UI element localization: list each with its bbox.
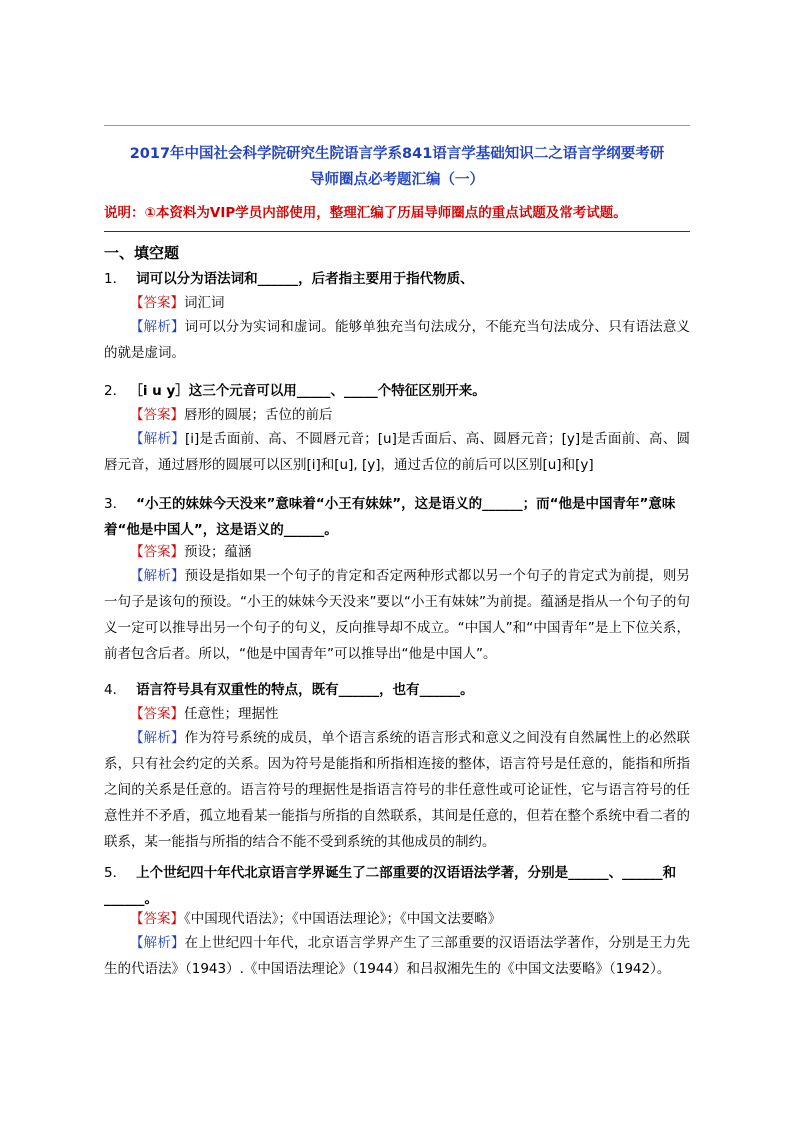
document-note: 说明：①本资料为VIP学员内部使用，整理汇编了历届导师圈点的重点试题及常考试题。 — [104, 205, 627, 221]
top-divider — [104, 125, 690, 126]
explanation-text: 在上世纪四十年代，北京语言学界产生了三部重要的汉语语法学著作，分别是王力先生的代语法》（1943）.《中国语法理论》（1944）和吕叔湘先生的《中国文法要略》（1942）。 — [104, 935, 691, 977]
explanation-text: 预设是指如果一个句子的肯定和否定两种形式都以另一个句子的肯定式为前提，则另一句子是该句的预设。“小王的妹妹今天没来”要以“小王有妹妹”为前提。蕴涵是指从一个句子的句义一定可以推导出另一个句子的句义，反向推导却不成立。“中国人”和“中国青年”是上下位关系，前者包含后者。所以，“他是中国青年”可以推导出“他是中国人”。 — [104, 568, 691, 662]
question-5 — [104, 860, 690, 912]
explain-tag: 【解析】 — [130, 568, 185, 584]
question-3 — [104, 491, 690, 543]
explanation-4 — [104, 725, 690, 855]
answer-text: 预设；蕴涵 — [184, 544, 252, 560]
document-title — [104, 141, 690, 193]
section-title: 一、填空题 — [104, 244, 180, 262]
explanation-1 — [104, 314, 690, 366]
answer-tag: 【答案】 — [130, 911, 184, 927]
answer-4 — [130, 703, 690, 725]
title-line-2: 导师圈点必考题汇编（一） — [310, 172, 484, 188]
question-text: ［i u y］这三个元音可以用_____、_____个特征区别开来。 — [136, 383, 486, 399]
question-number: 2． — [104, 383, 127, 399]
explanation-text: [i]是舌面前、高、不圆唇元音；[u]是舌面后、高、圆唇元音；[y]是舌面前、高、圆唇元音，通过唇形的圆展可以区别[i]和[u], [y]，通过舌位的前后可以区别[u]和[y] — [104, 431, 690, 473]
answer-tag: 【答案】 — [130, 295, 184, 311]
answer-text: 词汇词 — [184, 295, 225, 311]
explanation-text: 词可以分为实词和虚词。能够单独充当句法成分，不能充当句法成分、只有语法意义的就是虚词。 — [104, 319, 691, 361]
question-number: 1． — [104, 271, 127, 287]
question-number: 5． — [104, 865, 127, 881]
explanation-5 — [104, 930, 690, 982]
answer-tag: 【答案】 — [130, 706, 184, 722]
answer-text: 唇形的圆展；舌位的前后 — [184, 407, 333, 423]
answer-tag: 【答案】 — [130, 407, 184, 423]
question-number: 4． — [104, 682, 127, 698]
explain-tag: 【解析】 — [130, 319, 185, 335]
question-1 — [104, 266, 690, 292]
explain-tag: 【解析】 — [130, 935, 185, 951]
explain-tag: 【解析】 — [130, 730, 185, 746]
explanation-3 — [104, 563, 690, 667]
note-divider — [104, 231, 690, 232]
explanation-2 — [104, 426, 690, 478]
question-2 — [104, 378, 690, 404]
answer-tag: 【答案】 — [130, 544, 184, 560]
question-text: “小王的妹妹今天没来”意味着“小王有妹妹”，这是语义的______；而“他是中国青年”意味着“他是中国人”，这是语义的______。 — [104, 496, 676, 538]
question-text: 词可以分为语法词和______，后者指主要用于指代物质、 — [136, 271, 474, 287]
title-line-1: 2017年中国社会科学院研究生院语言学系841语言学基础知识二之语言学纲要考研 — [129, 146, 665, 162]
question-number: 3． — [104, 496, 127, 512]
explanation-text: 作为符号系统的成员，单个语言系统的语言形式和意义之间没有自然属性上的必然联系，只有社会约定的关系。因为符号是能指和所指相连接的整体，语言符号是任意的，能指和所指之间的关系是任意的。语言符号的理据性是指语言符号的非任意性或可论证性，它与语言符号的任意性并不矛盾，孤立地看某一能指与所指的自然联系，其间是任意的，但若在整个系统中看二者的联系，某一能指与所指的结合不能不受到系统的其他成员的制约。 — [104, 730, 691, 850]
answer-2 — [130, 404, 690, 426]
question-text: 上个世纪四十年代北京语言学界诞生了二部重要的汉语语法学著，分别是______、______和______。 — [104, 865, 677, 907]
answer-1 — [130, 292, 690, 314]
answer-5 — [130, 908, 690, 930]
question-text: 语言符号具有双重性的特点，既有______，也有______。 — [136, 682, 474, 698]
answer-text: 《中国现代语法》；《中国语法理论》；《中国文法要略》 — [184, 911, 502, 927]
explain-tag: 【解析】 — [130, 431, 185, 447]
answer-3 — [130, 541, 690, 563]
question-4 — [104, 677, 690, 703]
answer-text: 任意性；理据性 — [184, 706, 279, 722]
